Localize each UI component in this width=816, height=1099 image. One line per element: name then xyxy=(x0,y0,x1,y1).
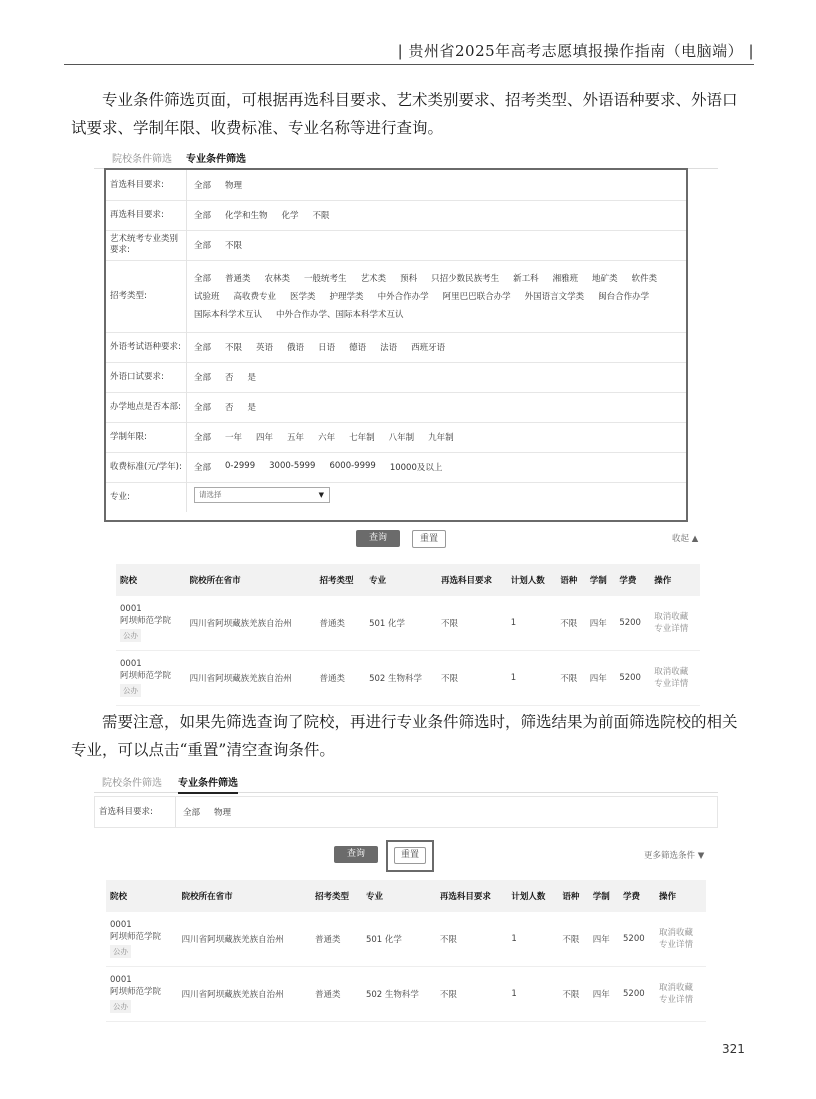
tab-school-filter[interactable]: 院校条件筛选 xyxy=(102,778,162,789)
filter-option[interactable]: 七年制 xyxy=(349,433,375,443)
years-cell: 四年 xyxy=(589,912,619,967)
school-code: 0001 xyxy=(120,659,142,669)
major-cell: 502 生物科学 xyxy=(365,651,437,706)
requirement-cell: 不限 xyxy=(437,596,507,651)
fee-cell: 5200 xyxy=(615,651,650,706)
operation-cell xyxy=(650,651,700,706)
filter-option[interactable]: 新工科 xyxy=(513,274,539,284)
major-detail-link[interactable]: 专业详情 xyxy=(654,679,689,689)
filter-option[interactable]: 英语 xyxy=(256,343,274,353)
filter-option[interactable]: 高收费专业 xyxy=(233,292,277,302)
filter-option[interactable]: 日语 xyxy=(318,343,336,353)
filter-option[interactable]: 五年 xyxy=(287,433,305,443)
filter-option[interactable]: 全部 xyxy=(194,433,212,443)
column-header: 再选科目要求 xyxy=(437,564,507,596)
language-cell: 不限 xyxy=(558,912,588,967)
select-placeholder: 请选择 xyxy=(199,490,222,499)
major-detail-link[interactable]: 专业详情 xyxy=(658,940,693,950)
filter-option[interactable]: 是 xyxy=(247,403,257,413)
caret-down-icon: ▼ xyxy=(697,851,705,861)
years-cell: 四年 xyxy=(589,967,619,1022)
filter-option[interactable]: 化学 xyxy=(281,211,299,221)
filter-label: 办学地点是否本部: xyxy=(110,392,187,422)
filter-option[interactable]: 全部 xyxy=(194,463,212,473)
filter-tabs xyxy=(94,146,718,169)
reset-button[interactable]: 重置 xyxy=(394,847,426,864)
plan-cell: 1 xyxy=(507,967,558,1022)
column-header: 语种 xyxy=(556,564,586,596)
filter-option[interactable]: 全部 xyxy=(194,403,212,413)
filter-option[interactable]: 医学类 xyxy=(290,292,316,302)
more-filters-label: 更多筛选条件 xyxy=(644,851,696,861)
filter-option[interactable]: 地矿类 xyxy=(592,274,618,284)
filter-option[interactable]: 全部 xyxy=(183,808,201,818)
province-cell: 四川省阿坝藏族羌族自治州 xyxy=(178,912,311,967)
filter-label: 收费标准(元/学年): xyxy=(110,452,187,482)
column-header: 专业 xyxy=(362,880,436,912)
unfavorite-link[interactable]: 取消收藏 xyxy=(654,667,689,677)
filter-option[interactable]: 全部 xyxy=(194,211,212,221)
filter-option[interactable]: 不限 xyxy=(225,241,243,251)
filter-option[interactable]: 物理 xyxy=(214,808,232,818)
filter-option[interactable]: 10000及以上 xyxy=(389,463,443,473)
filter-option[interactable]: 一般统考生 xyxy=(304,274,347,284)
filter-option[interactable]: 西班牙语 xyxy=(411,343,446,353)
query-button[interactable]: 查询 xyxy=(334,846,378,863)
filter-option[interactable]: 闽台合作办学 xyxy=(598,292,650,302)
column-header: 再选科目要求 xyxy=(436,880,508,912)
province-cell: 四川省阿坝藏族羌族自治州 xyxy=(186,651,316,706)
filter-option[interactable]: 全部 xyxy=(194,181,212,191)
filter-option[interactable]: 只招少数民族考生 xyxy=(431,274,500,284)
filter-panel xyxy=(94,796,718,828)
ownership-badge: 公办 xyxy=(120,629,141,642)
filter-option[interactable]: 普通类 xyxy=(225,274,251,284)
more-filters-toggle[interactable] xyxy=(644,849,704,861)
filter-label: 外语考试语种要求: xyxy=(110,332,187,362)
filter-option[interactable]: 外国语言文学类 xyxy=(524,292,585,302)
filter-label: 再选科目要求: xyxy=(110,200,187,230)
result-table xyxy=(106,880,706,1022)
unfavorite-link[interactable]: 取消收藏 xyxy=(654,612,689,622)
unfavorite-link[interactable]: 取消收藏 xyxy=(658,983,693,993)
filter-options xyxy=(183,797,711,827)
filter-option[interactable]: 九年制 xyxy=(428,433,454,443)
tab-major-filter[interactable]: 专业条件筛选 xyxy=(186,150,246,170)
school-code: 0001 xyxy=(110,920,132,930)
filter-label: 首选科目要求: xyxy=(99,797,176,827)
filter-option[interactable]: 物理 xyxy=(225,181,243,191)
table-header-row xyxy=(116,564,700,596)
plan-cell: 1 xyxy=(507,596,557,651)
column-header: 学制 xyxy=(586,564,616,596)
school-code: 0001 xyxy=(110,975,132,985)
filter-option[interactable]: 八年制 xyxy=(388,433,415,443)
table-row xyxy=(116,596,700,651)
filter-tabs xyxy=(94,770,718,793)
years-cell: 四年 xyxy=(586,651,616,706)
filter-option[interactable]: 全部 xyxy=(194,343,212,353)
filter-option[interactable]: 农林类 xyxy=(264,274,291,284)
school-name[interactable]: 阿坝师范学院 xyxy=(120,671,172,681)
filter-option[interactable]: 俄语 xyxy=(287,343,305,353)
filter-option[interactable]: 不限 xyxy=(312,211,330,221)
page-header xyxy=(64,38,754,65)
requirement-cell: 不限 xyxy=(437,651,507,706)
paragraph-1: 专业条件筛选页面，可根据再选科目要求、艺术类别要求、招考类型、外语语种要求、外语口试要求、学制年限、收费标准、专业名称等进行查询。 xyxy=(71,91,738,137)
filter-option[interactable]: 德语 xyxy=(349,343,367,353)
school-cell xyxy=(116,651,186,706)
column-header: 学费 xyxy=(619,880,655,912)
operation-cell xyxy=(650,596,700,651)
plan-cell: 1 xyxy=(507,912,558,967)
result-table xyxy=(116,564,700,706)
column-header: 招考类型 xyxy=(311,880,362,912)
province-cell: 四川省阿坝藏族羌族自治州 xyxy=(186,596,316,651)
highlight-box xyxy=(104,168,688,522)
filter-label: 学制年限: xyxy=(110,422,187,452)
filter-option[interactable]: 预科 xyxy=(400,274,418,284)
tab-major-filter[interactable]: 专业条件筛选 xyxy=(178,774,238,794)
type-cell: 普通类 xyxy=(316,651,366,706)
screenshot-major-filter xyxy=(94,146,718,694)
column-header: 院校 xyxy=(116,564,186,596)
school-name[interactable]: 阿坝师范学院 xyxy=(120,616,172,626)
unfavorite-link[interactable]: 取消收藏 xyxy=(658,928,693,938)
filter-option[interactable]: 六年 xyxy=(318,433,336,443)
filter-option[interactable]: 阿里巴巴联合办学 xyxy=(442,292,511,302)
filter-label: 艺术统考专业类别要求: xyxy=(110,230,187,260)
filter-option[interactable]: 否 xyxy=(225,373,234,383)
requirement-cell: 不限 xyxy=(436,912,508,967)
language-cell: 不限 xyxy=(556,596,586,651)
ownership-badge: 公办 xyxy=(110,1000,131,1013)
school-name[interactable]: 阿坝师范学院 xyxy=(110,987,162,997)
type-cell: 普通类 xyxy=(311,912,362,967)
ownership-badge: 公办 xyxy=(120,684,141,697)
column-header: 操作 xyxy=(655,880,706,912)
fee-cell: 5200 xyxy=(619,912,655,967)
language-cell: 不限 xyxy=(556,651,586,706)
filter-option[interactable]: 6000-9999 xyxy=(329,461,376,471)
operation-cell xyxy=(655,967,706,1022)
school-name[interactable]: 阿坝师范学院 xyxy=(110,932,162,942)
filter-option[interactable]: 3000-5999 xyxy=(269,461,316,471)
filter-option[interactable]: 一年 xyxy=(225,433,243,443)
query-button[interactable]: 查询 xyxy=(356,530,400,547)
years-cell: 四年 xyxy=(586,596,616,651)
filter-option[interactable]: 软件类 xyxy=(631,274,658,284)
column-header: 语种 xyxy=(558,880,588,912)
fee-cell: 5200 xyxy=(615,596,650,651)
filter-label: 外语口试要求: xyxy=(110,362,187,392)
school-cell xyxy=(106,912,178,967)
filter-option[interactable]: 四年 xyxy=(256,433,274,443)
column-header: 院校 xyxy=(106,880,178,912)
filter-option[interactable]: 全部 xyxy=(194,373,212,383)
filter-option[interactable]: 湘雅班 xyxy=(552,274,579,284)
column-header: 计划人数 xyxy=(507,880,558,912)
filter-label: 专业: xyxy=(110,482,187,512)
column-header: 操作 xyxy=(650,564,700,596)
caret-up-icon: ▲ xyxy=(691,534,699,544)
filter-option[interactable]: 护理学类 xyxy=(329,292,364,302)
table-row xyxy=(106,912,706,967)
filter-label: 首选科目要求: xyxy=(110,170,187,200)
fee-cell: 5200 xyxy=(619,967,655,1022)
column-header: 学制 xyxy=(589,880,619,912)
major-detail-link[interactable]: 专业详情 xyxy=(654,624,689,634)
paragraph-2: 需要注意，如果先筛选查询了院校，再进行专业条件筛选时，筛选结果为前面筛选院校的相关专业，可以点击“重置”清空查询条件。 xyxy=(71,713,738,759)
filter-option[interactable]: 0-2999 xyxy=(225,461,256,471)
school-code: 0001 xyxy=(120,604,142,614)
province-cell: 四川省阿坝藏族羌族自治州 xyxy=(178,967,311,1022)
school-cell xyxy=(106,967,178,1022)
filter-label: 招考类型: xyxy=(110,260,187,332)
filter-option[interactable]: 中外合作办学、国际本科学术互认 xyxy=(276,310,404,320)
filter-option[interactable]: 是 xyxy=(247,373,257,383)
header-title: | 贵州省2025年高考志愿填报操作指南（电脑端） | xyxy=(397,42,754,60)
major-cell: 502 生物科学 xyxy=(362,967,436,1022)
page-number: 321 xyxy=(722,1042,745,1056)
table-row xyxy=(106,967,706,1022)
requirement-cell: 不限 xyxy=(436,967,508,1022)
filter-option[interactable]: 中外合作办学 xyxy=(377,292,429,302)
filter-option[interactable]: 否 xyxy=(225,403,234,413)
filter-option[interactable]: 不限 xyxy=(225,343,243,353)
filter-option[interactable]: 全部 xyxy=(194,241,212,251)
filter-option[interactable]: 艺术类 xyxy=(360,274,387,284)
column-header: 计划人数 xyxy=(507,564,557,596)
major-cell: 501 化学 xyxy=(362,912,436,967)
table-row xyxy=(116,651,700,706)
filter-option[interactable]: 全部 xyxy=(194,274,212,284)
tab-school-filter[interactable]: 院校条件筛选 xyxy=(112,154,172,165)
filter-option[interactable]: 法语 xyxy=(380,343,398,353)
collapse-label: 收起 xyxy=(672,534,690,544)
column-header: 院校所在省市 xyxy=(186,564,316,596)
reset-button[interactable]: 重置 xyxy=(412,530,446,548)
filter-option[interactable]: 化学和生物 xyxy=(225,211,268,221)
column-header: 专业 xyxy=(365,564,437,596)
filter-row-first-subject xyxy=(95,797,717,827)
major-detail-link[interactable]: 专业详情 xyxy=(658,995,693,1005)
operation-cell xyxy=(655,912,706,967)
filter-option[interactable]: 试验班 xyxy=(194,292,220,302)
filter-option[interactable]: 国际本科学术互认 xyxy=(194,310,263,320)
type-cell: 普通类 xyxy=(311,967,362,1022)
ownership-badge: 公办 xyxy=(110,945,131,958)
collapse-toggle[interactable] xyxy=(672,532,698,544)
type-cell: 普通类 xyxy=(316,596,366,651)
screenshot-reset-example xyxy=(94,770,718,1030)
plan-cell: 1 xyxy=(507,651,557,706)
column-header: 招考类型 xyxy=(316,564,366,596)
column-header: 院校所在省市 xyxy=(178,880,311,912)
table-header-row xyxy=(106,880,706,912)
school-cell xyxy=(116,596,186,651)
major-cell: 501 化学 xyxy=(365,596,437,651)
language-cell: 不限 xyxy=(558,967,588,1022)
caret-down-icon: ▼ xyxy=(318,491,324,499)
column-header: 学费 xyxy=(615,564,650,596)
